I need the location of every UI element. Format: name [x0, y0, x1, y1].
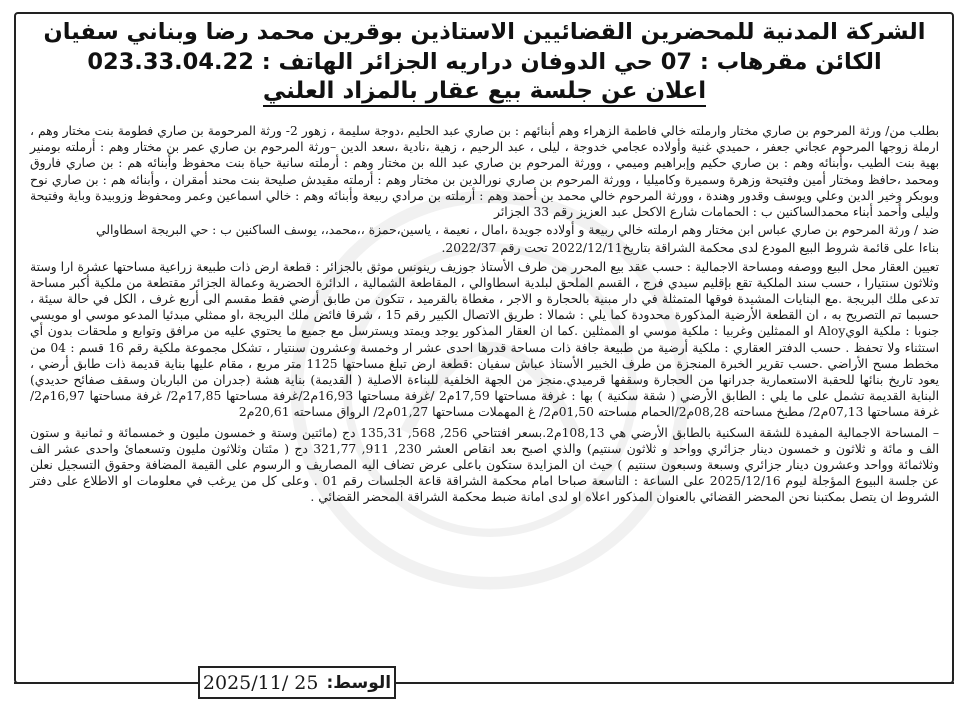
company-address: الكائن مقرهاب : 07 حي الدوفان دراريه الجزائر الهاتف : 023.33.04.22 — [87, 49, 882, 75]
announcement-header — [24, 17, 945, 107]
announcement-title: اعلان عن جلسة بيع عقار بالمزاد العلني — [263, 77, 706, 107]
body-paragraph-defendants: ضد / ورثة المرحوم بن صاري عباس ابن مختار وهم ارملته خالي ربيعة و أولاده جويدة ،امال ، نعيمة ، ياسين،حمزة ،،محمد،، يوسف الساكنين ب : حي البريجة اسطاوالي — [95, 223, 939, 238]
announcement-body — [30, 123, 939, 508]
publication-date-box — [198, 666, 396, 699]
footer-line-right — [394, 682, 954, 684]
body-paragraph-plaintiffs: بطلب من/ ورثة المرحوم بن صاري مختار وارملته خالي فاطمة الزهراء وهم أبنائهم : بن صاري عبد الحليم ،دوجة سليمة ، زهور 2- ورثة المرحومة بن صاري فطومة بنت مختار وهم ، ارملة زوجها المرحوم عجاني جعفر ، حميدي غنية وأولاده عجامي خدوجة ، ليلى ، عبد الرحيم ، زهية ،نادية ،سعد الدين –ورثة المرحوم بن صاري عمر بن مختار وهم : أرملته بومنير بهية بنت الطيب ،وأبنائه وهم : بن صاري حكيم وإبراهيم وميمي ، وورثة المرحوم بن صاري عبد الله بن مختار وهم : أرملته سانية حياة بنت محفوظ وأبنائه هم : بن صاري فاروق ومحمد ،حافظ ومختار أمين وفتيحة وزهرة وسميرة وكاميليا ، وورثة المرحوم بن صاري نورالدين بن مختار وهم : أرملته مقيدش صليحة بنت محند أمقران ، وأبنائه هم : بن صاري نوح وبوبكر وخير الدين وعلي ويوسف وقدور وهندة ، وورثة المرحوم خالي محمد بن أحمد وهم : أرملته بن مرادي ربيعة وأبنائه وهم : خالي اسماعين وعمر ومحفوظ وزوبيدة وباية وفتيحة وليلى وأحمد أبناء محمدالساكنين ب : الحمامات شارع الاكحل عبد العزيز رقم 33 الجزائر — [30, 124, 940, 220]
publication-name: الوسط: — [326, 672, 392, 693]
footer-line-left — [14, 682, 200, 684]
publication-date: 2025/11/ 25 — [202, 671, 319, 694]
body-paragraph-price: – المساحة الاجمالية المفيدة للشقة السكنية بالطابق الأرضي هي 108,13م2.بسعر افتتاحي 256, 568, 135,31 دج (مائتين وستة و خمسون مليون و خمسمائة و ثمانية و ستون الف و مائة و ثلاثون و خمسون دينار جزائري وواحد و ثلاثون سنتيم) والذي اصبح بعد انقاص العشر 230, 911, 321,77 دج ( مئتان وثلاثون مليون وتسعمائ واحدى عشر الف وثلاثمائة وواحد وعشرون دينار جزائري وسبعة وسبعون سنتيم ) حيث ان المزايدة ستكون باعلى عرض تضاف اليه المصاريف و الرسوم على القيمة المضافة وحقوق التسجيل نعلن عن جلسة البيوع المؤجلة ليوم 2025/12/16 على الساعة : التاسعة صباحا امام محكمة الشراقة قاعة الجلسات رقم 01 . وعلى كل من يرغب في معلومات او الاطلاع على دفتر الشروط ان يتصل بمكتبنا نحن المحضر القضائي بالعنوان المذكور اعلاه او لدى امانة ضبط محكمة الشراقة المحضر القضائي . — [30, 425, 940, 505]
company-name: الشركة المدنية للمحضرين القضائيين الاستاذين بوقرين محمد رضا وبناني سفيان — [43, 19, 926, 45]
body-paragraph-property: تعيين العقار محل البيع ووصفه ومساحة الاجمالية : حسب عقد بيع المحرر من طرف الأستاذ جوزيف رينونس موثق بالجزائر : قطعة ارض ذات طبيعة زراعية مساحتها عشرة ارا وستة وثلاثون سنتيارا ، حسب سند الملكية تقع بإقليم سيدي فرج ، القسم الملحق لبلدية اسطاوالي ، المقاطعة الشمالية ، الدائرة الحضرية وعمالة الجزائر مقتطعة من ملكية أكبر مساحة تدعى ملك البريجة .مع البنايات المشيدة فوقها المتمثلة في دار مبنية بالحجارة و الاجر ، مغطاة بالقرميد ، تتكون من طابق أرضي فقط مقسم الى أربع غرف ، الكل في حالة سيئة ، حسبما تم التصريح به ، ان القطعة الأرضية المذكورة محدودة كما يلي : شمالا : طريق الاتصال الكبير رقم 15 ، شرقا فائض ملك البريجة ،او ممثلي مبدئيا المدعو موسي او مويسي جنوبا : ملكية الويAloy او الممثلين وغربيا : ملكية موسي او الممثلين .كما ان العقار المذكور يوجد ويمتد ويسترسل مع جميع ما يحتوي عليه من مرافق وتوابع و ملحقات بدون أي استثناء ولا تحفظ . حسب الدفتر العقاري : ملكية أرضية من طبيعة جافة ذات مساحة قدرها احدى عشر ار وخمسة وعشرون سنتيار ، تشكل مجموعة ملكية رقم 16 قسم : 04 من مخطط مسح الأراضي .حسب تقرير الخبرة المنجزة من طرف الخبير الأستاذ عباش سفيان :قطعة ارض تبلغ مساحتها 1125 متر مربع ، مقام عليها بناية قديمة ذات طابق أرضي ، يعود تاريخ بنائها للحقبة الاستعمارية جدرانها من الحجارة وسقفها قرميدي.منجز من الجهة الخلفية للبناءة الاصلية ( القديمة) بناية هشة (جدران من الباربان وسقف صفائح حديدي) البناية القديمة تشمل على ما يلي : الطابق الأرضي ( شقة سكنية ) بها : غرفة مساحتها 17,59م2 /غرفة مساحتها 16,93م2/غرفة مساحتها 17,85م2/ غرفة مساحتها 16,97م2/ غرفة مساحتها 07,13م2/ مطبخ مساحته 08,28م2/الحمام مساحته 01,50م2/ غ المهملات مساحتها 01,27م2/ الرواق مساحته 20,61م2 — [30, 259, 940, 420]
body-paragraph-conditions: بناءا على قائمة شروط البيع المودع لدى محكمة الشراقة بتاريخ2022/12/11 تحت رقم 2022/37. — [441, 241, 939, 256]
